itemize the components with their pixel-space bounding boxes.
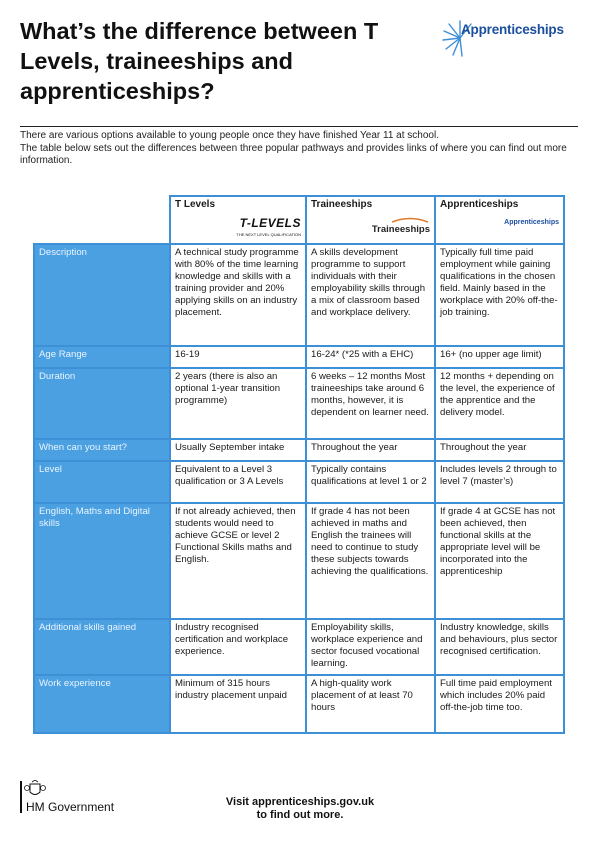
table-row bbox=[34, 503, 564, 619]
table-corner bbox=[34, 196, 170, 244]
cell-tlevels: 2 years (there is also an optional 1-year transition programme) bbox=[170, 368, 306, 439]
column-title-traineeships: Traineeships bbox=[311, 199, 373, 210]
cell-traineeships: Throughout the year bbox=[306, 439, 435, 461]
cell-apprenticeships: 16+ (no upper age limit) bbox=[435, 346, 564, 368]
table-row bbox=[34, 439, 564, 461]
tlevels-logo-tagline: THE NEXT LEVEL QUALIFICATION bbox=[236, 232, 301, 237]
cell-traineeships: Employability skills, workplace experience and sector focused vocational learning. bbox=[306, 619, 435, 675]
intro-line-2: The table below sets out the differences between three popular pathways and provides links of where you can find out more information. bbox=[20, 142, 567, 166]
cell-tlevels: 16-19 bbox=[170, 346, 306, 368]
row-label: Additional skills gained bbox=[34, 619, 170, 675]
cell-apprenticeships: 12 months + depending on the level, the experience of the apprentice and the delivery model. bbox=[435, 368, 564, 439]
cell-tlevels: Usually September intake bbox=[170, 439, 306, 461]
cell-traineeships: A high-quality work placement of at least 70 hours bbox=[306, 675, 435, 733]
column-header-apprenticeships bbox=[435, 196, 564, 244]
cell-tlevels: A technical study programme with 80% of the time learning knowledge and skills with a training provider and 20% applying skills on an industry placement. bbox=[170, 244, 306, 346]
table-row bbox=[34, 619, 564, 675]
tlevels-logo bbox=[175, 217, 301, 241]
cell-traineeships: A skills development programme to support individuals with their employability skills through a mix of classroom based and workplace delivery. bbox=[306, 244, 435, 346]
hm-government-label: HM Government bbox=[26, 800, 115, 814]
column-title-tlevels: T Levels bbox=[175, 199, 216, 210]
traineeships-logo-text: Traineeships bbox=[371, 224, 430, 235]
intro-line-1: There are various options available to young people once they have finished Year 11 at school. bbox=[20, 130, 439, 141]
column-header-tlevels bbox=[170, 196, 306, 244]
apprenticeships-logo-text: Apprenticeships bbox=[504, 219, 559, 226]
footer-visit-line-2: to find out more. bbox=[256, 809, 344, 821]
row-label: When can you start? bbox=[34, 439, 170, 461]
footer-visit-line-1: Visit apprenticeships.gov.uk bbox=[225, 796, 375, 808]
table-row bbox=[34, 346, 564, 368]
cell-apprenticeships: Includes levels 2 through to level 7 (master’s) bbox=[435, 461, 564, 503]
row-label: English, Maths and Digital skills bbox=[34, 503, 170, 619]
row-label: Duration bbox=[34, 368, 170, 439]
footer-visit-text bbox=[200, 796, 400, 822]
traineeships-logo bbox=[311, 217, 430, 236]
cell-traineeships: 6 weeks – 12 months Most traineeships take around 6 months, however, it is dependent on learner need. bbox=[306, 368, 435, 439]
tlevels-logo-text: T-LEVELS bbox=[239, 216, 301, 230]
column-header-traineeships bbox=[306, 196, 435, 244]
header-divider bbox=[20, 126, 578, 127]
intro-text bbox=[20, 130, 585, 168]
column-title-apprenticeships: Apprenticeships bbox=[440, 199, 519, 210]
cell-tlevels: Industry recognised certification and workplace experience. bbox=[170, 619, 306, 675]
cell-traineeships: Typically contains qualifications at level 1 or 2 bbox=[306, 461, 435, 503]
page-title: What’s the difference between T Levels, traineeships and apprenticeships? bbox=[20, 18, 379, 104]
cell-tlevels: Equivalent to a Level 3 qualification or 3 A Levels bbox=[170, 461, 306, 503]
row-label: Level bbox=[34, 461, 170, 503]
cell-apprenticeships: If grade 4 at GCSE has not been achieved, then functional skills at the appropriate level will be incorporated into the apprenticeship bbox=[435, 503, 564, 619]
table-row bbox=[34, 675, 564, 733]
cell-tlevels: If not already achieved, then students would need to achieve GCSE or level 2 Functional Skills maths and English. bbox=[170, 503, 306, 619]
row-label: Description bbox=[34, 244, 170, 346]
table-header-row bbox=[34, 196, 564, 244]
cell-apprenticeships: Throughout the year bbox=[435, 439, 564, 461]
cell-tlevels: Minimum of 315 hours industry placement unpaid bbox=[170, 675, 306, 733]
cell-traineeships: 16-24* (*25 with a EHC) bbox=[306, 346, 435, 368]
cell-apprenticeships: Full time paid employment which includes 20% paid off-the-job time too. bbox=[435, 675, 564, 733]
comparison-table bbox=[33, 195, 565, 734]
apprenticeships-logo bbox=[440, 12, 590, 62]
row-label: Work experience bbox=[34, 675, 170, 733]
cell-apprenticeships: Industry knowledge, skills and behaviours, plus sector recognised certification. bbox=[435, 619, 564, 675]
cell-traineeships: If grade 4 has not been achieved in maths and English the trainees will need to continue to study these subjects towards achieving the qualifications. bbox=[306, 503, 435, 619]
cell-apprenticeships: Typically full time paid employment while gaining qualifications in the chosen field. Mainly based in the workplace with 20% off-the-job training. bbox=[435, 244, 564, 346]
table-row bbox=[34, 368, 564, 439]
row-label: Age Range bbox=[34, 346, 170, 368]
apprenticeships-mini-logo bbox=[440, 217, 559, 229]
table-row bbox=[34, 244, 564, 346]
royal-crest-icon bbox=[22, 780, 48, 800]
swoosh-icon bbox=[390, 217, 430, 223]
table-row bbox=[34, 461, 564, 503]
brand-name: Apprenticeships bbox=[461, 22, 564, 37]
